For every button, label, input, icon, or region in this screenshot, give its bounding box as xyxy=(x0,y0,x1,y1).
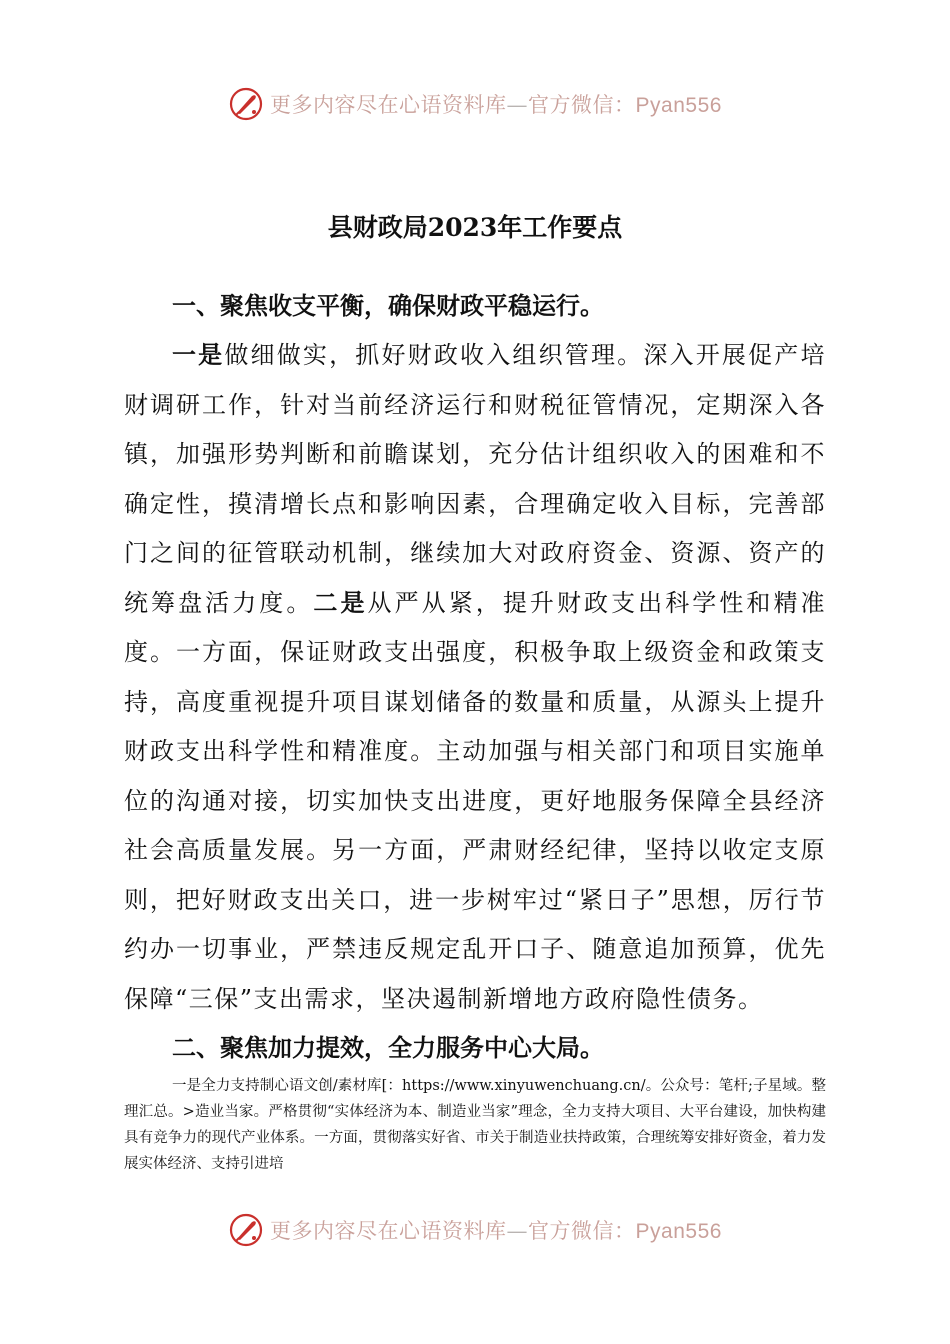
document-title: 县财政局2023年工作要点 xyxy=(327,213,623,242)
section-heading-1: 一、聚焦收支平衡，确保财政平稳运行。 xyxy=(172,292,604,320)
point-label-1: 一是 xyxy=(172,341,225,369)
watermark-banner-top xyxy=(0,82,950,126)
watermark-text: 更多内容尽在心语资料库—官方微信：Pyan556 xyxy=(270,93,722,117)
watermark-banner-bottom xyxy=(0,1208,950,1252)
section-heading-2: 二、聚焦加力提效，全力服务中心大局。 xyxy=(172,1034,604,1062)
quill-logo-icon xyxy=(228,86,264,122)
point-text-1: 做细做实，抓好财政收入组织管理。深入开展促产培财调研工作，针对当前经济运行和财税征管情况，定期深入各镇，加强形势判断和前瞻谋划，充分估计组织收入的困难和不确定性，摸清增长点和影响因素，合理确定收入目标，完善部门之间的征管联动机制，继续加大对政府资金、资源、资产的统筹盘活力度。 xyxy=(124,341,826,617)
point-label-2: 二是 xyxy=(313,588,368,617)
section1-paragraph xyxy=(124,331,826,1024)
document-body xyxy=(124,282,826,1177)
section2-small-paragraph: 一是全力支持制心语文创/素材库[：https://www.xinyuwenchuang.cn/。公众号：笔杆;子星域。整理汇总。>造业当家。严格贯彻“实体经济为本、制造业当家”理念，全力支持大项目、大平台建设，加快构建具有竞争力的现代产业体系。一方面，贯彻落实好省、市关于制造业扶持政策，合理统筹安排好资金，着力发展实体经济、支持引进培 xyxy=(124,1078,826,1172)
point-text-2: 从严从紧，提升财政支出科学性和精准度。一方面，保证财政支出强度，积极争取上级资金和政策支持，高度重视提升项目谋划储备的数量和质量，从源头上提升财政支出科学性和精准度。主动加强与相关部门和项目实施单位的沟通对接，切实加快支出进度，更好地服务保障全县经济社会高质量发展。另一方面，严肃财经纪律，坚持以收定支原则，把好财政支出关口，进一步树牢过“紧日子”思想，厉行节约办一切事业，严禁违反规定乱开口子、随意追加预算，优先保障“三保”支出需求，坚决遏制新增地方政府隐性债务。 xyxy=(124,588,827,1013)
watermark-text: 更多内容尽在心语资料库—官方微信：Pyan556 xyxy=(270,1219,722,1243)
quill-logo-icon xyxy=(228,1212,264,1248)
